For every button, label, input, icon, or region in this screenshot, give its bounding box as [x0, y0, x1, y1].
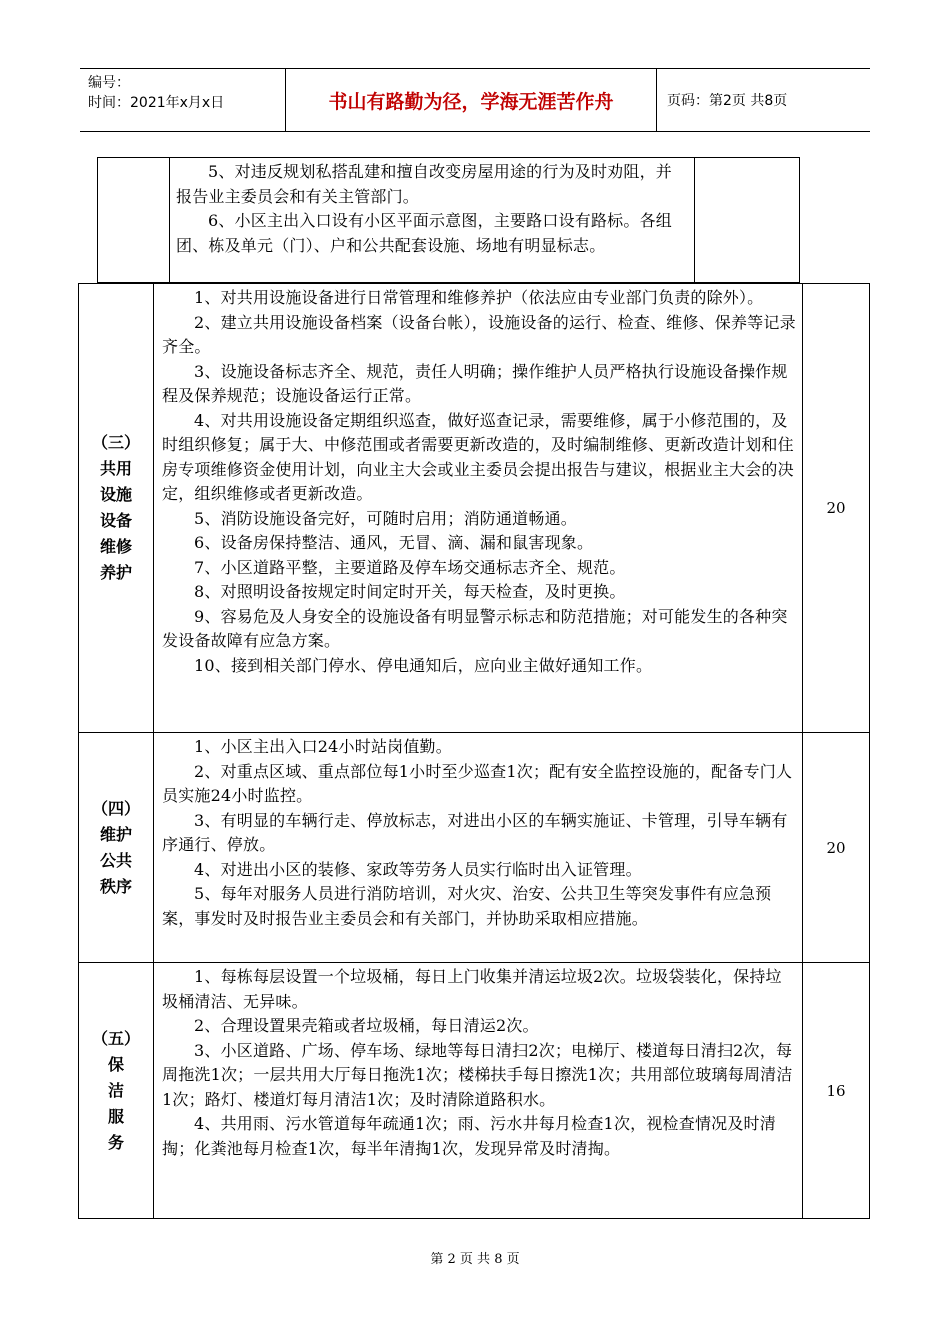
section-item: 2、建立共用设施设备档案（设备台帐），设施设备的运行、检查、维修、保养等记录齐全。: [162, 312, 796, 356]
section-item: 6、设备房保持整洁、通风，无冒、滴、漏和鼠害现象。: [194, 533, 594, 552]
section-title: （三） 共用 设施 设备 维修 养护: [79, 284, 154, 733]
section-item: 1、每栋每层设置一个垃圾桶，每日上门收集并清运垃圾2次。垃圾袋装化，保持垃圾桶清洁、无异味。: [162, 967, 782, 1011]
section-item: 2、合理设置果壳箱或者垃圾桶，每日清运2次。: [194, 1016, 539, 1035]
section-score: 16: [803, 963, 870, 1219]
section-title: （五） 保 洁 服 务: [79, 963, 154, 1219]
section-row-order: [79, 733, 870, 963]
section-item: 9、容易危及人身安全的设施设备有明显警示标志和防范措施；对可能发生的各种突发设备故障有应急方案。: [162, 606, 788, 650]
header-page-info: 页码：第2页 共8页: [667, 93, 788, 109]
section-item: 3、小区道路、广场、停车场、绿地等每日清扫2次；电梯厅、楼道每日清扫2次，每周拖洗1次；一层共用大厅每日拖洗1次；楼梯扶手每日擦洗1次；共用部位玻璃每周清洁1次；路灯、楼道灯每月清洁1次；及时清除道路积水。: [162, 1040, 793, 1109]
header-info-cell: [80, 69, 285, 131]
page-header: [80, 68, 870, 132]
section-item: 10、接到相关部门停水、停电通知后，应向业主做好通知工作。: [194, 655, 653, 675]
date-label: 时间：2021年x月x日: [88, 95, 225, 111]
section-item: 5、消防设施设备完好，可随时启用；消防通道畅通。: [194, 508, 577, 528]
section-content: [154, 733, 803, 963]
section-item: 5、每年对服务人员进行消防培训，对火灾、治安、公共卫生等突发事件有应急预案，事发时及时报告业主委员会和有关部门，并协助采取相应措施。: [162, 884, 772, 928]
section-title: （四） 维护 公共 秩序: [79, 733, 154, 963]
continuation-title-cell: [98, 158, 170, 282]
section-score: 20: [803, 733, 870, 963]
standards-table: [78, 283, 870, 1219]
section-row-cleaning: [79, 963, 870, 1219]
section-item: 2、对重点区域、重点部位每1小时至少巡查1次；配有安全监控设施的，配备专门人员实施24小时监控。: [162, 761, 793, 805]
page-footer: 第 2 页 共 8 页: [430, 1252, 520, 1267]
section-content: [154, 963, 803, 1219]
section-item: 4、共用雨、污水管道每年疏通1次；雨、污水井每月检查1次，视检查情况及时清掏；化粪池每月检查1次，每半年清掏1次，发现异常及时清掏。: [162, 1114, 776, 1158]
continuation-item: 6、小区主出入口设有小区平面示意图，主要路口设有路标。各组团、栋及单元（门）、户和公共配套设施、场地有明显标志。: [176, 211, 672, 255]
section-item: 4、对进出小区的装修、家政等劳务人员实行临时出入证管理。: [194, 859, 642, 879]
continuation-content-cell: [170, 158, 695, 282]
section-score: 20: [803, 284, 870, 733]
section-item: 3、有明显的车辆行走、停放标志，对进出小区的车辆实施证、卡管理，引导车辆有序通行、停放。: [162, 810, 788, 854]
section-item: 7、小区道路平整，主要道路及停车场交通标志齐全、规范。: [194, 557, 626, 577]
section-item: 8、对照明设备按规定时间定时开关，每天检查，及时更换。: [194, 582, 626, 601]
continuation-item: 5、对违反规划私搭乱建和擅自改变房屋用途的行为及时劝阻，并报告业主委员会和有关主管部门。: [176, 162, 672, 206]
section-item: 1、对共用设施设备进行日常管理和维修养护（依法应由专业部门负责的除外）。: [194, 288, 764, 307]
section-item: 3、设施设备标志齐全、规范，责任人明确；操作维护人员严格执行设施设备操作规程及保养规范；设施设备运行正常。: [162, 361, 788, 405]
continuation-score-cell: [695, 158, 799, 282]
section-content: [154, 284, 803, 733]
serial-label: 编号：: [88, 75, 130, 91]
section-item: 1、小区主出入口24小时站岗值勤。: [194, 737, 452, 756]
header-motto: 书山有路勤为径，学海无涯苦作舟: [285, 69, 657, 131]
section-item: 4、对共用设施设备定期组织巡查，做好巡查记录，需要维修，属于小修范围的，及时组织修复；属于大、中修范围或者需要更新改造的，及时编制维修、更新改造计划和住房专项维修资金使用计划，向业主大会或业主委员会提出报告与建议，根据业主大会的决定，组织维修或者更新改造。: [162, 410, 794, 503]
section-row-facilities: [79, 284, 870, 733]
continuation-table: [97, 157, 800, 283]
